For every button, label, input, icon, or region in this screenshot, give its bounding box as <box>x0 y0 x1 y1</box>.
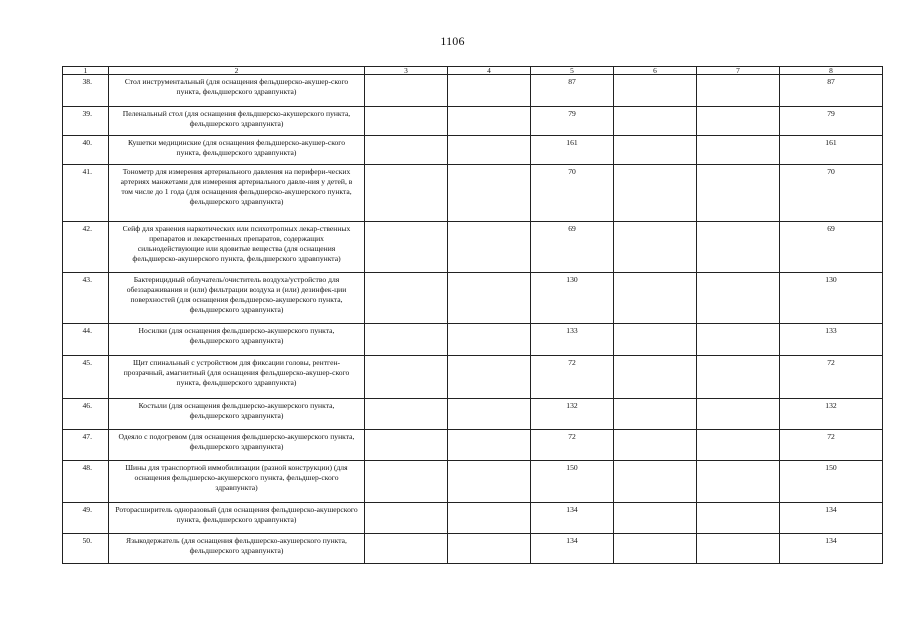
cell-col3 <box>365 136 448 165</box>
cell-col4 <box>448 356 531 399</box>
row-item-name: Роторасширитель одноразовый (для оснащения фельдшерско-акушерского пункта, фельдшерского здравпункта) <box>109 503 365 534</box>
cell-col8: 70 <box>780 165 883 222</box>
column-header-8: 8 <box>780 67 883 75</box>
cell-col5: 150 <box>531 461 614 503</box>
cell-col5: 69 <box>531 222 614 273</box>
cell-col5: 132 <box>531 399 614 430</box>
cell-col6 <box>614 430 697 461</box>
column-header-5: 5 <box>531 67 614 75</box>
table-row <box>63 399 883 430</box>
table-row <box>63 430 883 461</box>
table-header-row <box>63 67 883 75</box>
row-item-name: Сейф для хранения наркотических или психотропных лекар-ственных препаратов и лекарственных препаратов, содержащих сильнодействующие или ядовитые вещества (для оснащения фельдшерско-акушерского пункта, фельдшерского здравпункта) <box>109 222 365 273</box>
row-item-name: Костыли (для оснащения фельдшерско-акушерского пункта, фельдшерского здравпункта) <box>109 399 365 430</box>
cell-col7 <box>697 534 780 564</box>
cell-col3 <box>365 273 448 324</box>
table-row <box>63 165 883 222</box>
row-item-name: Пеленальный стол (для оснащения фельдшерско-акушерского пункта, фельдшерского здравпункта) <box>109 107 365 136</box>
page-number: 1106 <box>440 34 465 48</box>
cell-col5: 79 <box>531 107 614 136</box>
cell-col5: 70 <box>531 165 614 222</box>
row-item-name: Кушетки медицинские (для оснащения фельдшерско-акушер-ского пункта, фельдшерского здравпункта) <box>109 136 365 165</box>
row-item-name: Стол инструментальный (для оснащения фельдшерско-акушер-ского пункта, фельдшерского здравпункта) <box>109 75 365 107</box>
cell-col5: 72 <box>531 430 614 461</box>
row-number: 40. <box>63 136 109 165</box>
column-header-7: 7 <box>697 67 780 75</box>
row-number: 46. <box>63 399 109 430</box>
table-row <box>63 107 883 136</box>
cell-col8: 134 <box>780 534 883 564</box>
cell-col7 <box>697 165 780 222</box>
cell-col6 <box>614 222 697 273</box>
table-row <box>63 75 883 107</box>
cell-col7 <box>697 75 780 107</box>
cell-col6 <box>614 273 697 324</box>
table-row <box>63 324 883 356</box>
cell-col7 <box>697 356 780 399</box>
cell-col4 <box>448 136 531 165</box>
row-number: 39. <box>63 107 109 136</box>
cell-col8: 133 <box>780 324 883 356</box>
row-number: 42. <box>63 222 109 273</box>
cell-col4 <box>448 222 531 273</box>
cell-col3 <box>365 503 448 534</box>
row-number: 45. <box>63 356 109 399</box>
cell-col3 <box>365 222 448 273</box>
cell-col7 <box>697 399 780 430</box>
cell-col6 <box>614 399 697 430</box>
cell-col8: 134 <box>780 503 883 534</box>
equipment-table <box>62 66 883 564</box>
cell-col7 <box>697 273 780 324</box>
cell-col3 <box>365 534 448 564</box>
row-item-name: Щит спинальный с устройством для фиксации головы, рентген-прозрачный, амагнитный (для оснащения фельдшерско-акушер-ского пункта, фельдшерского здравпункта) <box>109 356 365 399</box>
row-number: 48. <box>63 461 109 503</box>
cell-col7 <box>697 461 780 503</box>
cell-col8: 130 <box>780 273 883 324</box>
cell-col4 <box>448 534 531 564</box>
column-header-2: 2 <box>109 67 365 75</box>
cell-col4 <box>448 273 531 324</box>
cell-col7 <box>697 324 780 356</box>
table-row <box>63 534 883 564</box>
cell-col3 <box>365 324 448 356</box>
cell-col8: 69 <box>780 222 883 273</box>
cell-col8: 72 <box>780 430 883 461</box>
row-number: 50. <box>63 534 109 564</box>
row-item-name: Носилки (для оснащения фельдшерско-акушерского пункта, фельдшерского здравпункта) <box>109 324 365 356</box>
cell-col3 <box>365 165 448 222</box>
cell-col6 <box>614 324 697 356</box>
table-row <box>63 136 883 165</box>
cell-col3 <box>365 399 448 430</box>
row-item-name: Языкодержатель (для оснащения фельдшерско-акушерского пункта, фельдшерского здравпункта) <box>109 534 365 564</box>
cell-col6 <box>614 461 697 503</box>
column-header-6: 6 <box>614 67 697 75</box>
column-header-3: 3 <box>365 67 448 75</box>
cell-col6 <box>614 107 697 136</box>
cell-col6 <box>614 534 697 564</box>
cell-col4 <box>448 324 531 356</box>
cell-col4 <box>448 165 531 222</box>
cell-col7 <box>697 430 780 461</box>
cell-col4 <box>448 399 531 430</box>
cell-col8: 132 <box>780 399 883 430</box>
cell-col5: 161 <box>531 136 614 165</box>
cell-col3 <box>365 430 448 461</box>
cell-col6 <box>614 503 697 534</box>
cell-col8: 161 <box>780 136 883 165</box>
cell-col5: 130 <box>531 273 614 324</box>
cell-col5: 134 <box>531 503 614 534</box>
cell-col7 <box>697 136 780 165</box>
row-number: 41. <box>63 165 109 222</box>
cell-col4 <box>448 430 531 461</box>
cell-col4 <box>448 75 531 107</box>
row-item-name: Тонометр для измерения артериального давления на перифери-ческих артериях манжетами для измерения артериального давле-ния у детей, в том числе до 1 года (для оснащения фельдшерско-акушерского пункта, фельдшерского здравпункта) <box>109 165 365 222</box>
cell-col4 <box>448 461 531 503</box>
row-item-name: Бактерицидный облучатель/очиститель воздуха/устройство для обеззараживания и (или) фильтрации воздуха и (или) дезинфек-ции поверхностей (для оснащения фельдшерско-акушерского пункта, фельдшерского здравпункта) <box>109 273 365 324</box>
cell-col7 <box>697 503 780 534</box>
row-number: 38. <box>63 75 109 107</box>
table-row <box>63 356 883 399</box>
cell-col8: 87 <box>780 75 883 107</box>
row-number: 43. <box>63 273 109 324</box>
cell-col7 <box>697 222 780 273</box>
cell-col5: 72 <box>531 356 614 399</box>
cell-col3 <box>365 75 448 107</box>
cell-col5: 133 <box>531 324 614 356</box>
cell-col3 <box>365 107 448 136</box>
cell-col4 <box>448 107 531 136</box>
cell-col6 <box>614 75 697 107</box>
cell-col6 <box>614 165 697 222</box>
cell-col8: 79 <box>780 107 883 136</box>
table-row <box>63 503 883 534</box>
row-number: 44. <box>63 324 109 356</box>
row-number: 47. <box>63 430 109 461</box>
row-number: 49. <box>63 503 109 534</box>
cell-col8: 72 <box>780 356 883 399</box>
cell-col6 <box>614 356 697 399</box>
cell-col8: 150 <box>780 461 883 503</box>
cell-col3 <box>365 356 448 399</box>
row-item-name: Одеяло с подогревом (для оснащения фельдшерско-акушерского пункта, фельдшерского здравпункта) <box>109 430 365 461</box>
row-item-name: Шины для транспортной иммобилизации (разной конструкции) (для оснащения фельдшерско-акушерского пункта, фельдшер-ского здравпункта) <box>109 461 365 503</box>
column-header-4: 4 <box>448 67 531 75</box>
cell-col4 <box>448 503 531 534</box>
cell-col5: 134 <box>531 534 614 564</box>
column-header-1: 1 <box>63 67 109 75</box>
cell-col6 <box>614 136 697 165</box>
table-row <box>63 461 883 503</box>
cell-col5: 87 <box>531 75 614 107</box>
cell-col7 <box>697 107 780 136</box>
table-row <box>63 273 883 324</box>
cell-col3 <box>365 461 448 503</box>
table-row <box>63 222 883 273</box>
